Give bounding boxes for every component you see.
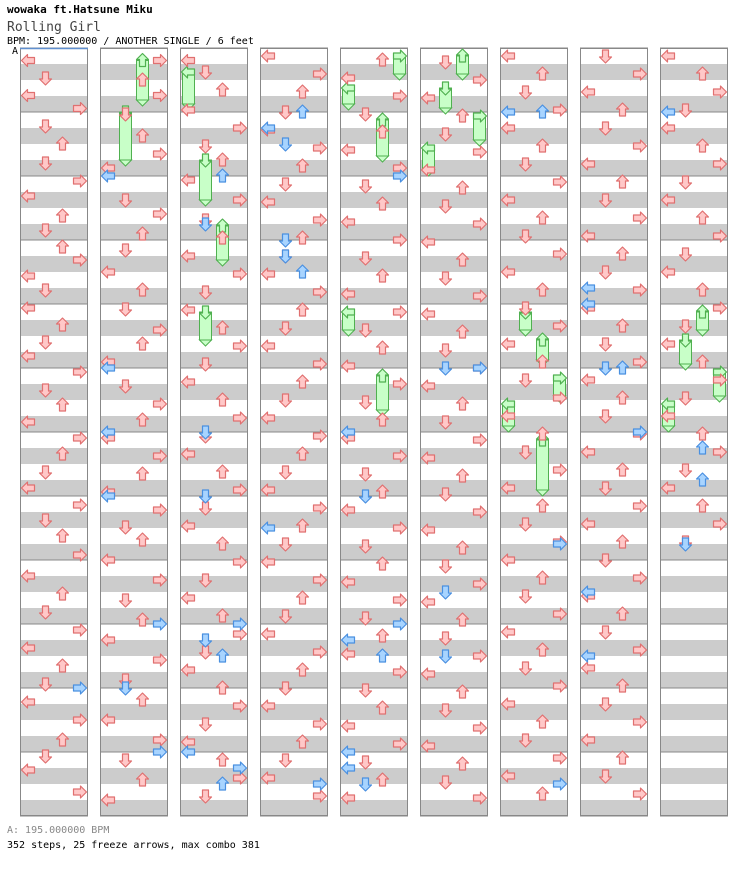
- beat-stripe: [500, 352, 568, 368]
- beat-stripe: [660, 672, 728, 688]
- beat-stripe: [100, 384, 168, 400]
- beat-stripe: [420, 704, 488, 720]
- beat-stripe: [660, 800, 728, 816]
- beat-stripe: [180, 160, 248, 176]
- beat-stripe: [580, 768, 648, 784]
- beat-stripe: [100, 672, 168, 688]
- beat-stripe: [100, 768, 168, 784]
- beat-stripe: [420, 544, 488, 560]
- beat-stripe: [420, 768, 488, 784]
- beat-stripe: [260, 96, 328, 112]
- beat-stripe: [180, 544, 248, 560]
- beat-stripe: [340, 192, 408, 208]
- beat-stripe: [20, 448, 88, 464]
- beat-stripe: [20, 64, 88, 80]
- beat-stripe: [260, 672, 328, 688]
- beat-stripe: [660, 64, 728, 80]
- beat-stripe: [100, 192, 168, 208]
- beat-stripe: [500, 448, 568, 464]
- beat-stripe: [180, 800, 248, 816]
- beat-stripe: [20, 736, 88, 752]
- beat-stripe: [420, 320, 488, 336]
- beat-stripe: [20, 800, 88, 816]
- beat-stripe: [580, 128, 648, 144]
- beat-stripe: [580, 480, 648, 496]
- beat-stripe: [420, 608, 488, 624]
- beat-stripe: [260, 448, 328, 464]
- beat-stripe: [180, 320, 248, 336]
- beat-stripe: [180, 224, 248, 240]
- beat-stripe: [660, 640, 728, 656]
- beat-stripe: [180, 576, 248, 592]
- beat-stripe: [660, 768, 728, 784]
- beat-stripe: [420, 256, 488, 272]
- beat-stripe: [180, 288, 248, 304]
- beat-stripe: [20, 128, 88, 144]
- beat-stripe: [580, 544, 648, 560]
- beat-stripe: [580, 608, 648, 624]
- beat-stripe: [580, 672, 648, 688]
- beat-stripe: [660, 608, 728, 624]
- beat-stripe: [260, 544, 328, 560]
- beat-stripe: [100, 128, 168, 144]
- beat-stripe: [420, 480, 488, 496]
- beat-stripe: [500, 736, 568, 752]
- beat-stripe: [260, 224, 328, 240]
- beat-stripe: [500, 640, 568, 656]
- beat-stripe: [580, 704, 648, 720]
- beat-stripe: [340, 256, 408, 272]
- chart-stats: 352 steps, 25 freeze arrows, max combo 381: [7, 840, 260, 851]
- beat-stripe: [180, 640, 248, 656]
- beat-stripe: [660, 704, 728, 720]
- bpm-legend: A: 195.000000 BPM: [7, 825, 110, 836]
- beat-stripe: [500, 64, 568, 80]
- song-title: Rolling Girl: [7, 20, 101, 35]
- beat-stripe: [660, 736, 728, 752]
- beat-stripe: [340, 480, 408, 496]
- beat-stripe: [340, 800, 408, 816]
- freeze-arrow-body: [183, 72, 195, 104]
- beat-stripe: [20, 224, 88, 240]
- beat-stripe: [340, 128, 408, 144]
- beat-stripe: [20, 288, 88, 304]
- beat-stripe: [420, 800, 488, 816]
- beat-stripe: [180, 672, 248, 688]
- beat-stripe: [580, 256, 648, 272]
- bpm-marker: A: [12, 46, 19, 57]
- beat-stripe: [20, 160, 88, 176]
- beat-stripe: [500, 224, 568, 240]
- beat-stripe: [500, 288, 568, 304]
- beat-stripe: [260, 256, 328, 272]
- artist-name: wowaka ft.Hatsune Miku: [7, 3, 153, 16]
- beat-stripe: [580, 384, 648, 400]
- beat-stripe: [340, 704, 408, 720]
- beat-stripe: [100, 288, 168, 304]
- beat-stripe: [100, 224, 168, 240]
- bpm-difficulty-info: BPM: 195.000000 / ANOTHER SINGLE / 6 feet: [7, 36, 254, 47]
- beat-stripe: [340, 544, 408, 560]
- beat-stripe: [500, 512, 568, 528]
- beat-stripe: [420, 416, 488, 432]
- beat-stripe: [260, 736, 328, 752]
- freeze-arrow-body: [537, 440, 549, 490]
- beat-stripe: [500, 576, 568, 592]
- beat-stripe: [660, 320, 728, 336]
- beat-stripe: [580, 192, 648, 208]
- beat-stripe: [20, 384, 88, 400]
- beat-stripe: [580, 800, 648, 816]
- beat-stripe: [180, 384, 248, 400]
- beat-stripe: [100, 512, 168, 528]
- beat-stripe: [20, 320, 88, 336]
- beat-stripe: [660, 288, 728, 304]
- beat-stripe: [260, 320, 328, 336]
- beat-stripe: [260, 800, 328, 816]
- beat-stripe: [580, 320, 648, 336]
- beat-stripe: [500, 160, 568, 176]
- beat-stripe: [100, 64, 168, 80]
- beat-stripe: [580, 96, 648, 112]
- beat-stripe: [260, 384, 328, 400]
- beat-stripe: [420, 192, 488, 208]
- beat-stripe: [660, 576, 728, 592]
- beat-stripe: [180, 352, 248, 368]
- beat-stripe: [260, 608, 328, 624]
- beat-stripe: [20, 512, 88, 528]
- beat-stripe: [660, 352, 728, 368]
- beat-stripe: [660, 544, 728, 560]
- beat-stripe: [500, 800, 568, 816]
- beat-stripe: [260, 160, 328, 176]
- beat-stripe: [20, 608, 88, 624]
